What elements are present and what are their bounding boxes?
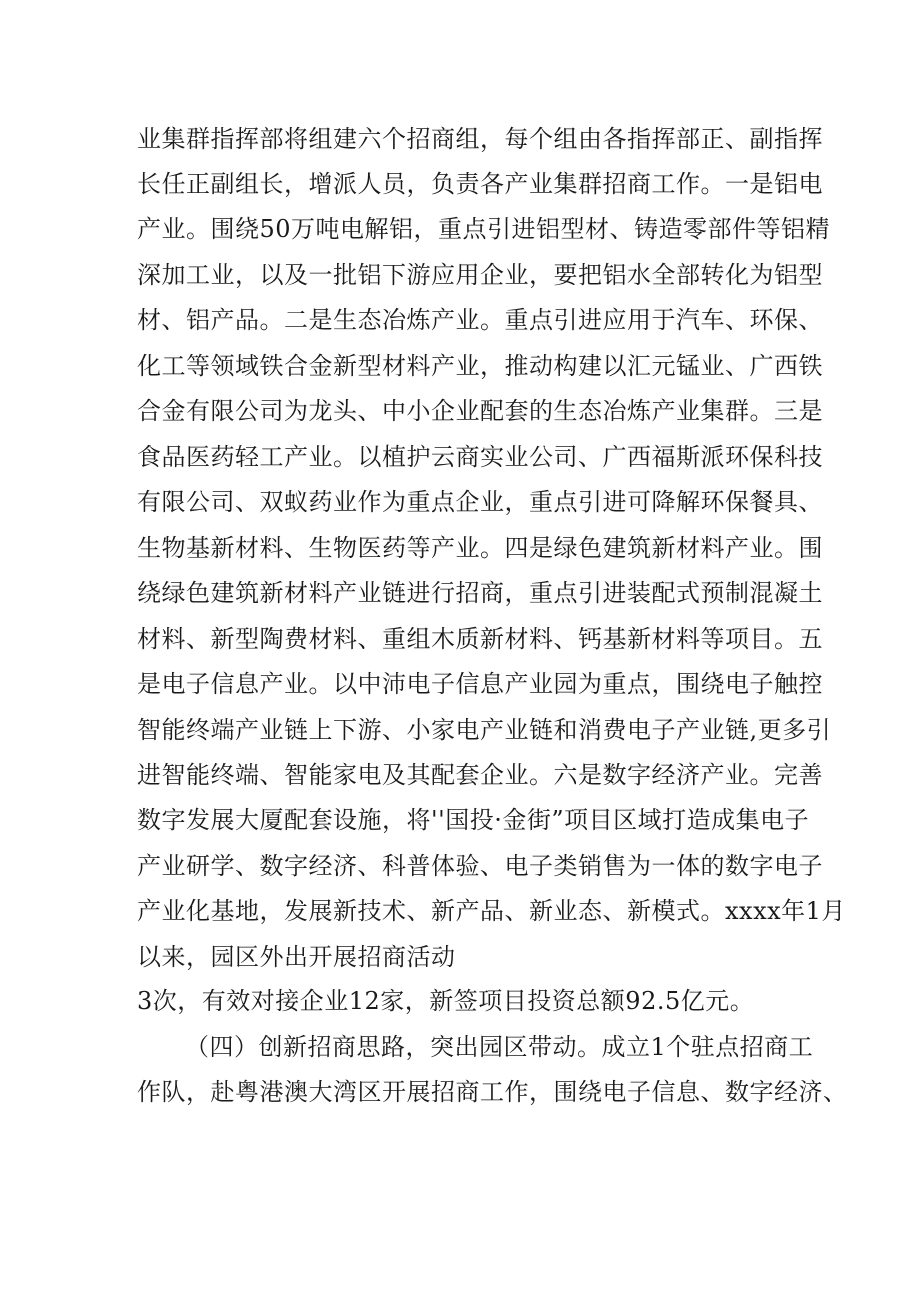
paragraph-line: 智能终端产业链上下游、小家电产业链和消费电子产业链,更多引 xyxy=(137,716,832,744)
paragraph-line: 3次，有效对接企业12家，新签项目投资总额92.5亿元。 xyxy=(137,987,755,1015)
paragraph-line: 生物基新材料、生物医药等产业。四是绿色建筑新材料产业。围 xyxy=(137,534,823,562)
paragraph-line: 化工等领域铁合金新型材料产业，推动构建以汇元锰业、广西铁 xyxy=(137,352,823,380)
section-heading-line: （四）创新招商思路，突出园区带动。成立1个驻点招商工 xyxy=(185,1033,814,1061)
paragraph-line: 材、铝产品。二是生态冶炼产业。重点引进应用于汽车、环保、 xyxy=(137,306,823,334)
paragraph-line: 产业。围绕50万吨电解铝，重点引进铝型材、铸造零部件等铝精 xyxy=(137,215,831,243)
paragraph-line: 深加工业，以及一批铝下游应用企业，要把铝水全部转化为铝型 xyxy=(137,261,823,289)
paragraph-line: 绕绿色建筑新材料产业链进行招商，重点引进装配式预制混凝土 xyxy=(137,579,823,607)
paragraph-line: 业集群指挥部将组建六个招商组，每个组由各指挥部正、副指挥 xyxy=(137,125,823,153)
paragraph-line: 有限公司、双蚁药业作为重点企业，重点引进可降解环保餐具、 xyxy=(137,488,823,516)
paragraph-line: 是电子信息产业。以中沛电子信息产业园为重点，围绕电子触控 xyxy=(137,670,823,698)
paragraph-line: 作队，赴粤港澳大湾区开展招商工作，围绕电子信息、数字经济、 xyxy=(137,1078,848,1106)
paragraph-line: 产业化基地，发展新技术、新产品、新业态、新模式。xxxx年1月 xyxy=(137,897,846,925)
paragraph-line: 产业研学、数字经济、科普体验、电子类销售为一体的数字电子 xyxy=(137,852,823,880)
paragraph-line: 食品医药轻工产业。以植护云商实业公司、广西福斯派环保科技 xyxy=(137,443,823,471)
paragraph-line: 以来，园区外出开展招商活动 xyxy=(137,943,456,971)
paragraph-line: 进智能终端、智能家电及其配套企业。六是数字经济产业。完善 xyxy=(137,761,823,789)
paragraph-line: 材料、新型陶费材料、重组木质新材料、钙基新材料等项目。五 xyxy=(137,625,823,653)
paragraph-line: 长任正副组长，增派人员，负责各产业集群招商工作。一是铝电 xyxy=(137,170,823,198)
paragraph-line: 合金有限公司为龙头、中小企业配套的生态冶炼产业集群。三是 xyxy=(137,397,823,425)
paragraph-line: 数字发展大厦配套设施，将''国投·金街”项目区域打造成集电子 xyxy=(137,806,810,834)
